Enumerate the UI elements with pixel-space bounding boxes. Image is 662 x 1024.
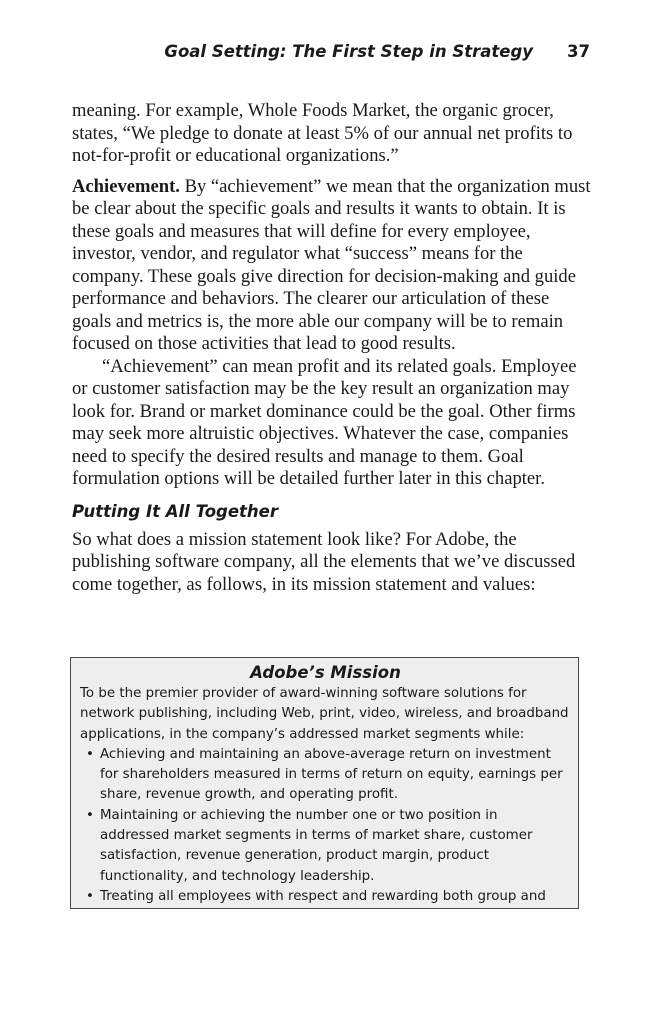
paragraph-putting-together: So what does a mission statement look like? For Adobe, the publishing software company, all the elements that we’ve discussed come together, as follows, in its mission statement and values: xyxy=(72,528,576,595)
list-item-text: Treating all employees with respect and rewarding both group and xyxy=(100,888,546,904)
bullet-glyph: • xyxy=(86,807,94,823)
achievement-text: By “achievement” we mean that the organization must be clear about the specific goals and results it wants to obtain. It is these goals and measures that will define for every employee, investor, vendor, and regulator what “success” means for the company. These goals give direction for decision-making and guide performance and behaviors. The clearer our articulation of these goals and metrics is, the more able our company will be to remain focused on those activities that lead to good results. xyxy=(72,175,591,354)
sidebar-title: Adobe’s Mission xyxy=(250,663,401,682)
paragraph-achievement-2: “Achievement” can mean profit and its related goals. Employee or customer satisfaction may be the key result an organization may look for. Brand or market dominance could be the goal. Other firms may seek more altruistic objectives. Whatever the case, companies need to specify the desired results and manage to them. Goal formulation options will be detailed further later in this chapter. xyxy=(72,355,577,489)
section-heading: Putting It All Together xyxy=(72,501,279,521)
list-item xyxy=(80,745,571,806)
paragraph-continuation: meaning. For example, Whole Foods Market, the organic grocer, states, “We pledge to donate at least 5% of our annual net profits to not-for-profit or educational organizations.” xyxy=(72,100,573,166)
running-title: Goal Setting: The First Step in Strategy xyxy=(164,42,534,61)
sidebar-bullet-list xyxy=(80,745,571,907)
bullet-glyph: • xyxy=(86,746,94,762)
list-item-text: Achieving and maintaining an above-average return on investment for shareholders measured in terms of return on equity, earnings per share, revenue growth, and operating profit. xyxy=(100,746,563,803)
body-text xyxy=(72,100,592,596)
list-item xyxy=(80,806,571,887)
list-item xyxy=(80,887,571,907)
page-number: 37 xyxy=(567,42,590,61)
adobe-mission-sidebar xyxy=(70,657,579,909)
bullet-glyph: • xyxy=(86,888,94,904)
list-item-text: Maintaining or achieving the number one or two position in addressed market segments in terms of market share, customer satisfaction, revenue generation, product margin, product functionality, and technology leadership. xyxy=(100,807,533,884)
run-in-heading-achievement: Achievement. xyxy=(72,175,180,197)
running-header xyxy=(72,42,590,61)
sidebar-intro: To be the premier provider of award-winning software solutions for network publishing, including Web, print, video, wireless, and broadband applications, in the company’s addressed market segments while: xyxy=(80,686,569,742)
paragraph-achievement xyxy=(72,176,592,356)
